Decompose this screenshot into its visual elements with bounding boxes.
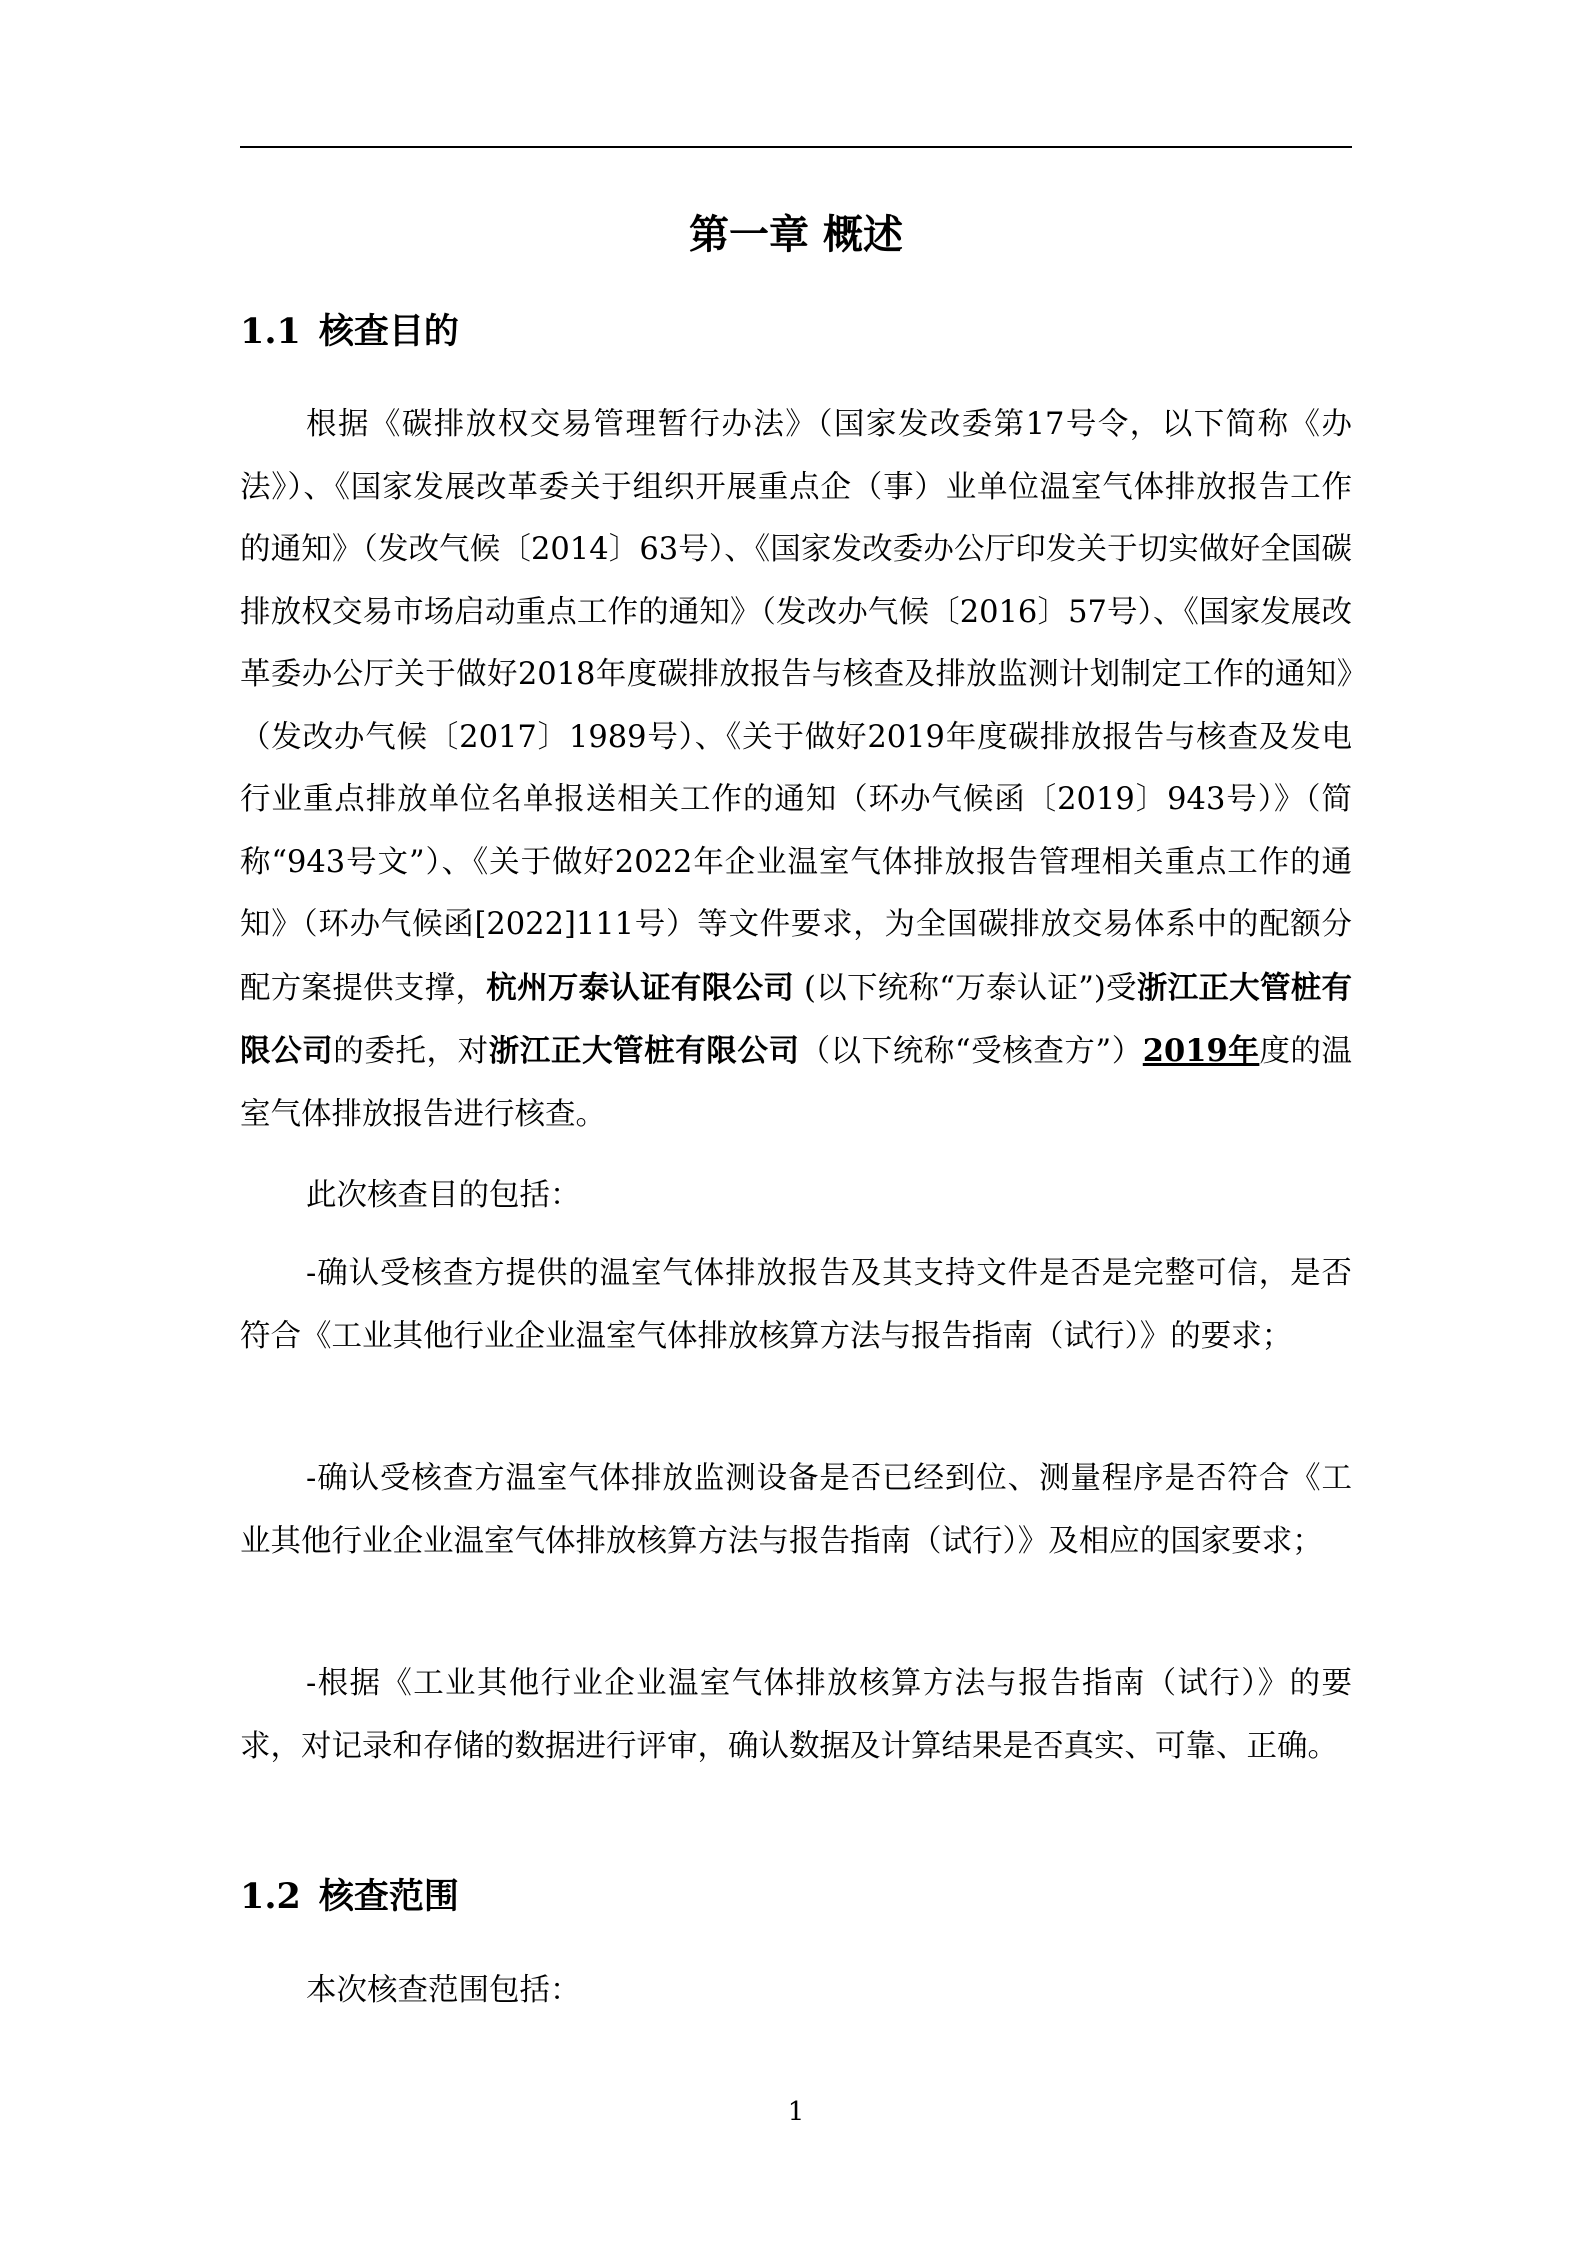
intro-text-1: 根据《碳排放权交易管理暂行办法》（国家发改委第17号令，以下简称《办法》）、《国家发展改革委关于组织开展重点企（事）业单位温室气体排放报告工作的通知》（发改气候〔2014〕63号）、《国家发改委办公厅印发关于切实做好全国碳排放权交易市场启动重点工作的通知》（发改办气候〔2016〕57号）、《国家发展改革委办公厅关于做好2018年度碳排放报告与核查及排放监测计划制定工作的通知》（发改办气候〔2017〕1989号）、《关于做好2019年度碳排放报告与核查及发电行业重点排放单位名单报送相关工作的通知（环办气候函〔2019〕943号）》（简称“943号文”）、《关于做好2022年企业温室气体排放报告管理相关重点工作的通知》（环办气候函[2022]111号）等文件要求，为全国碳排放交易体系中的配额分配方案提供支撑， (240, 407, 1352, 1006)
chapter-title: 第一章 概述 (689, 211, 903, 258)
purpose-item-1: -确认受核查方提供的温室气体排放报告及其支持文件是否是完整可信，是否符合《工业其他行业企业温室气体排放核算方法与报告指南（试行）》的要求； (240, 1256, 1352, 1354)
organization-name-1: 杭州万泰认证有限公司 (486, 969, 795, 1006)
intro-text-3: 的委托，对 (333, 1034, 489, 1069)
header-rule (240, 146, 1352, 148)
scope-lead: 本次核查范围包括： (306, 1973, 581, 2008)
section-title: 核查范围 (318, 1876, 459, 1917)
intro-text-5: 度的温室气体排放报告进行核查。 (240, 1034, 1353, 1132)
purpose-item-3: -根据《工业其他行业企业温室气体排放核算方法与报告指南（试行）》的要求，对记录和存储的数据进行评审，确认数据及计算结果是否真实、可靠、正确。 (240, 1666, 1352, 1764)
intro-text-2: (以下统称“万泰认证”)受 (794, 970, 1137, 1006)
intro-text-4: （以下统称“受核查方”） (799, 1034, 1143, 1069)
section-title: 核查目的 (318, 311, 459, 352)
purpose-item-2: -确认受核查方温室气体排放监测设备是否已经到位、测量程序是否符合《工业其他行业企业温室气体排放核算方法与报告指南（试行）》及相应的国家要求； (240, 1461, 1352, 1559)
page-number: 1 (787, 2097, 805, 2127)
section-number: 1.1 (240, 311, 301, 352)
purpose-lead: 此次核查目的包括： (306, 1178, 581, 1213)
section-heading-1-1 (240, 307, 1352, 357)
organization-name-2: 浙江正大管桩有限公司 (240, 969, 1353, 1069)
organization-name-3: 浙江正大管桩有限公司 (488, 1033, 800, 1069)
section-heading-1-2 (240, 1872, 1352, 1922)
intro-paragraph (240, 394, 1352, 1146)
section-number: 1.2 (240, 1876, 301, 1917)
report-year: 2019年 (1142, 1033, 1260, 1069)
